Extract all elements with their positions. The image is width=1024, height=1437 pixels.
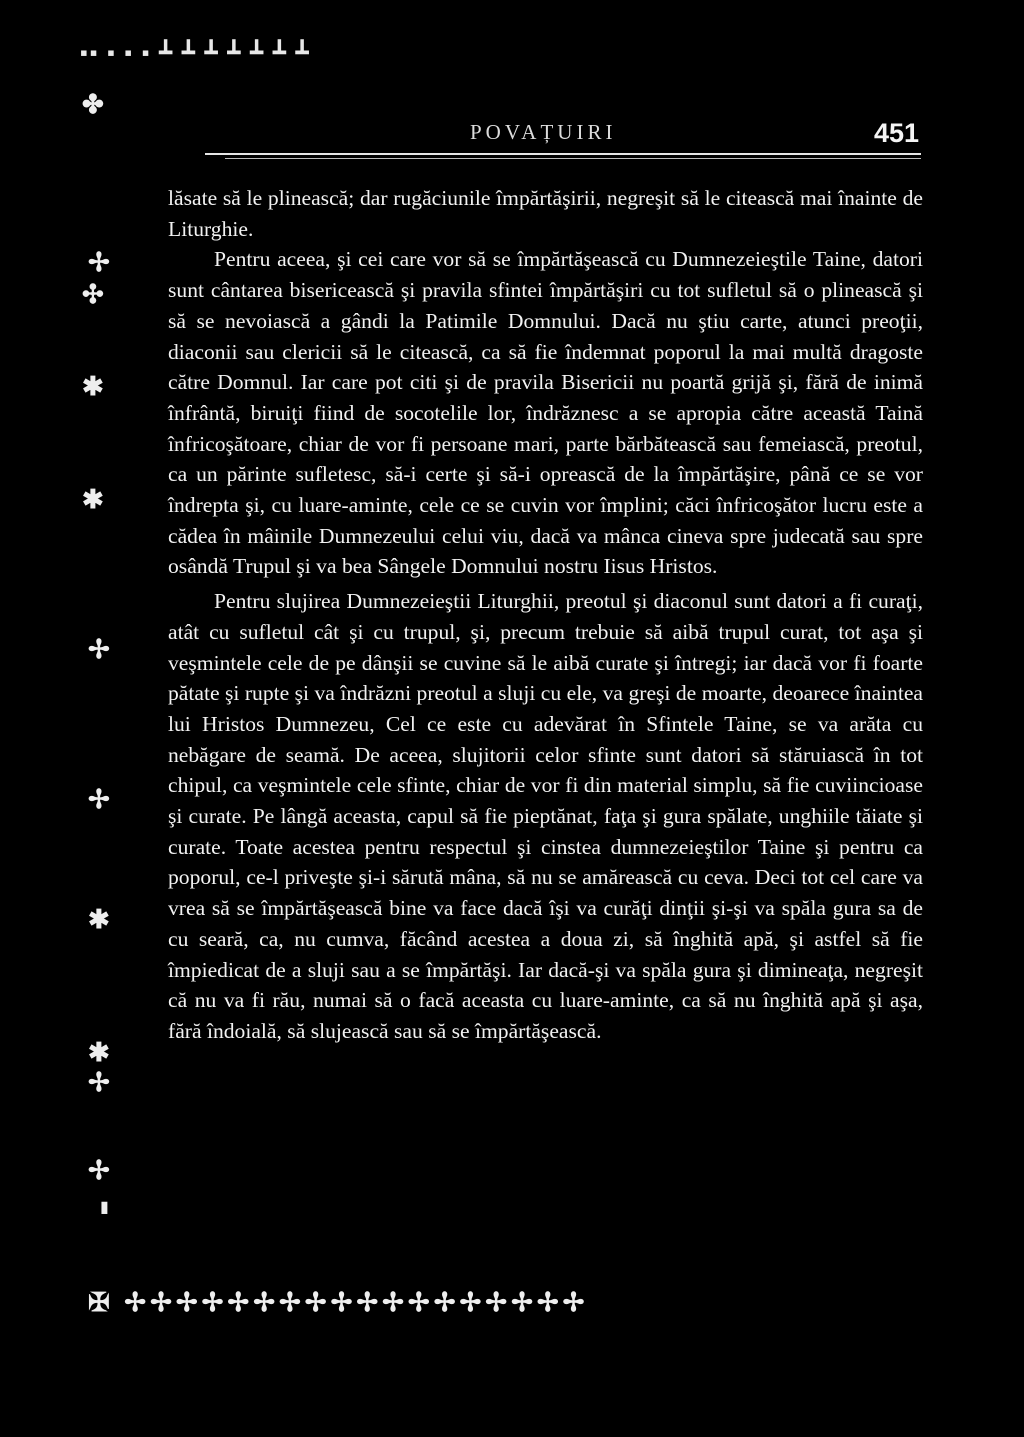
margin-ornament-icon: ✱ xyxy=(88,905,110,934)
margin-ornament-icon: ✢ xyxy=(88,248,110,277)
left-margin-ornaments xyxy=(60,0,150,1437)
page-number: 451 xyxy=(873,118,919,148)
body-text xyxy=(168,183,923,1047)
margin-ornament-icon: ✱ xyxy=(88,1038,110,1067)
margin-ornament-icon: ✤ xyxy=(82,90,104,119)
page-header xyxy=(165,118,921,154)
margin-ornament-icon: ▮ xyxy=(100,1199,109,1216)
margin-ornament-icon: ✢ xyxy=(88,1068,110,1097)
header-rule-thin xyxy=(225,158,921,159)
paragraph: Pentru slujirea Dumnezeieştii Liturghii, preotul şi diaconul sunt datori a fi curaţi, atât cu sufletul cât şi cu trupul, şi, precum trebuie să aibă trupul curat, tot aşa şi veşmintele cele de pe dânşii se cuvine să le aibă curate şi întregi; iar dacă vor fi foarte pătate şi rupte şi va îndrăzni preotul a sluji cu ele, va greşi de moarte, deoarece înaintea lui Hristos Dumnezeu, Cel ce este cu adevărat în Sfintele Taine, se va arăta cu nebăgare de seamă. De aceea, slujitorii celor sfinte sunt datori să stăruiască în tot chipul, ca veşmintele cele sfinte, chiar de vor fi din material simplu, să fie cuviincioase şi curate. Pe lângă aceasta, capul să fie pieptănat, faţa şi gura spălate, unghiile tăiate şi curate. Toate acestea pentru respectul şi cinstea dumnezeieştilor Taine şi pentru ca poporul, ce-l priveşte şi-i sărută mâna, să nu se amărească cu ceva. Deci tot cel care va vrea să se împărtăşească bine va face dacă îşi va curăţi dinţii şi-şi va spăla gura sa de cu seară, ca, nu cumva, făcând acestea a doua zi, să înghită apă, şi astfel să fie împiedicat de a sluji sau a se împărtăşi. Iar dacă-şi va spăla gura şi dimineaţa, negreşit că nu va fi rău, numai să o facă aceasta cu luare-aminte, ca să nu înghită apă şi aşa, fără îndoială, să slujească sau să se împărtăşească. xyxy=(168,589,923,1043)
margin-ornament-icon: ✱ xyxy=(82,372,104,401)
margin-ornament-icon: ✱ xyxy=(82,485,104,514)
paragraph: lăsate să le plinească; dar rugăciunile împărtăşirii, negreşit să le citească mai înainte de Liturghie. xyxy=(168,186,923,241)
margin-ornament-icon: ✣ xyxy=(82,280,104,309)
margin-ornament-icon: ✢ xyxy=(88,785,110,814)
margin-ornament-icon: ✢ xyxy=(88,1156,110,1185)
top-ornament-strip: ▪▪ ▪ ▪ ▪ ┻ ┻ ┻ ┻ ┻ ┻ ┻ xyxy=(80,40,311,65)
bottom-ornament-strip: ✠ ✢✢✢✢✢✢✢✢✢✢✢✢✢✢✢✢✢✢ xyxy=(88,1288,589,1317)
header-rule xyxy=(205,153,921,155)
paragraph: Pentru aceea, şi cei care vor să se împărtăşească cu Dumnezeieştile Taine, datori sunt cântarea bisericească şi pravila sfintei împărtăşiri cu tot sufletul să o plinească şi să se nevoiască a gândi la Patimile Domnului. Dacă nu ştiu carte, atunci preoţii, diaconii sau clericii să le citească, ca să fie îndemnat poporul la mai multă dragoste către Domnul. Iar care pot citi şi de pravila Bisericii nu poartă grijă şi, fără de inimă înfrântă, biruiţi fiind de socotelile lor, îndrăznesc a se apropia către această Taină înfricoşătoare, chiar de vor fi persoane mari, parte bărbătească sau femeiască, preotul, ca un părinte sufletesc, să-i certe şi să-i oprească de la împărtăşire, până ce se vor îndrepta şi, cu luare-aminte, cele ce se cuvin vor împlini; căci înfricoşător lucru este a cădea în mâinile Dumnezeului celui viu, dacă va mânca cineva spre judecată sau spre osândă Trupul şi va bea Sângele Domnului nostru Iisus Hristos. xyxy=(168,247,923,579)
margin-ornament-icon: ✢ xyxy=(88,635,110,664)
running-title: POVAȚUIRI xyxy=(470,120,617,144)
